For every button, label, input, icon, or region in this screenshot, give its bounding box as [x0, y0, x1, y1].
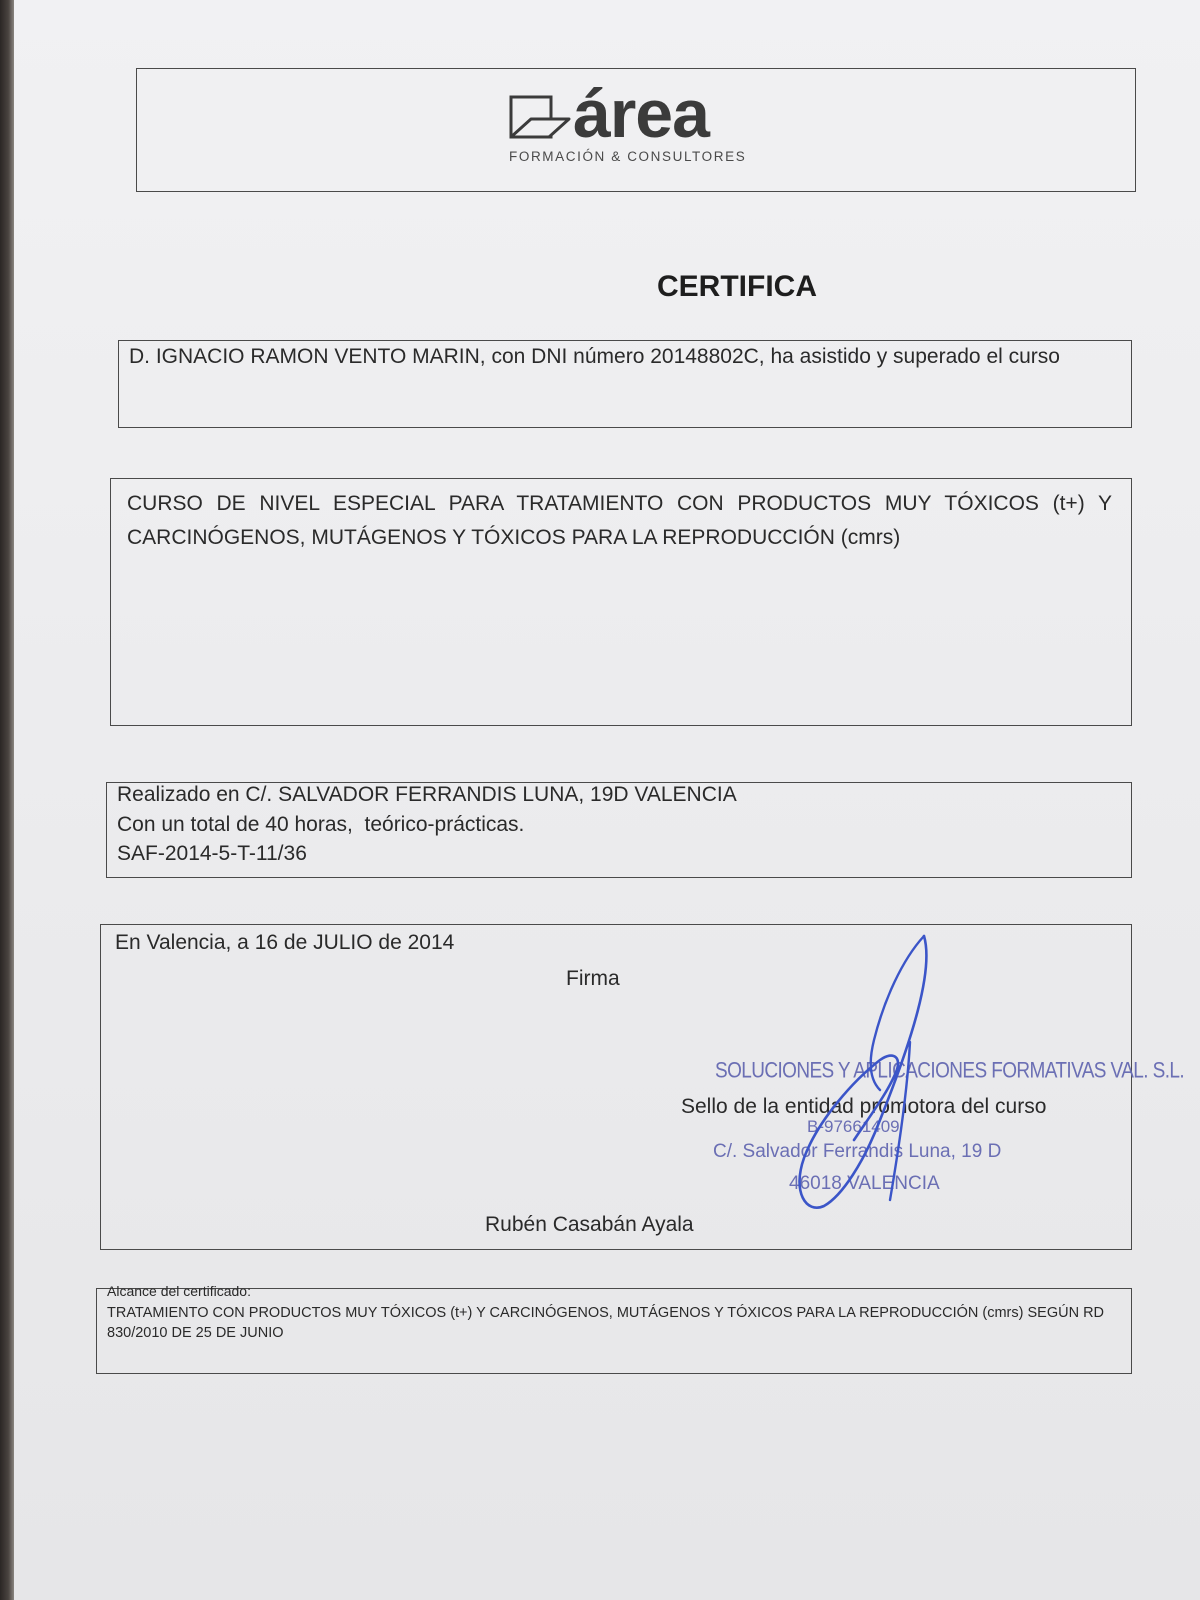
stamp-cif: B-97661409	[807, 1117, 900, 1136]
person-statement: D. IGNACIO RAMON VENTO MARIN, con DNI número 20148802C, ha asistido y superado el curso	[129, 345, 1060, 368]
scope-line-1: TRATAMIENTO CON PRODUCTOS MUY TÓXICOS (t+) Y CARCINÓGENOS, MUTÁGENOS Y TÓXICOS PARA LA REPRODUCCIÓN (cmrs) SEGÚN RD	[107, 1305, 1105, 1321]
scope-line-2: 830/2010 DE 25 DE JUNIO	[107, 1325, 284, 1341]
page-title: CERTIFICA	[657, 270, 817, 303]
scope-box	[96, 1283, 1132, 1374]
course-name: CURSO DE NIVEL ESPECIAL PARA TRATAMIENTO CON PRODUCTOS MUY TÓXICOS (t+) Y CARCINÓGENOS, MUTÁGENOS Y TÓXICOS PARA LA REPRODUCCIÓN (cmrs)	[127, 492, 1112, 549]
venue-address: Realizado en C/. SALVADOR FERRANDIS LUNA, 19D VALENCIA	[117, 783, 737, 806]
logo-wordmark: área	[573, 76, 709, 152]
signer-name: Rubén Casabán Ayala	[485, 1213, 694, 1236]
certificate-page	[14, 0, 1200, 1600]
logo-icon	[509, 95, 571, 141]
logo-subtitle: FORMACIÓN & CONSULTORES	[509, 149, 747, 164]
header-box	[136, 68, 1136, 192]
course-code: SAF-2014-5-T-11/36	[117, 842, 307, 865]
stamp-city: 46018 VALENCIA	[789, 1173, 940, 1194]
scope-label: Alcance del certificado:	[107, 1283, 251, 1299]
course-box	[110, 478, 1132, 726]
paper-edge-shadow	[0, 0, 14, 1600]
handwritten-signature	[784, 930, 954, 1230]
stamp-address: C/. Salvador Ferrandis Luna, 19 D	[713, 1141, 1002, 1162]
stamp-entity-label: Sello de la entidad promotora del curso	[681, 1095, 1047, 1118]
place-date: En Valencia, a 16 de JULIO de 2014	[115, 931, 455, 954]
venue-box	[106, 782, 1132, 878]
stamp-company: SOLUCIONES Y APLICACIONES FORMATIVAS VAL. S.L.	[715, 1059, 1185, 1084]
signature-label: Firma	[566, 967, 620, 990]
person-box	[118, 340, 1132, 428]
signature-box	[100, 924, 1185, 1250]
venue-hours: Con un total de 40 horas, teórico-prácticas.	[117, 813, 525, 836]
